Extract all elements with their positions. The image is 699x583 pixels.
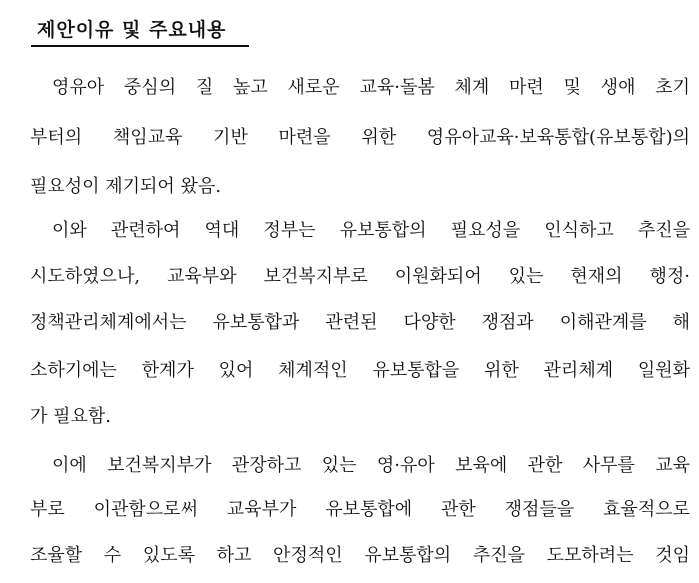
paragraph-3-line-2: 부로 이관함으로써 교육부가 유보통합에 관한 쟁점들을 효율적으로 [30, 499, 690, 520]
paragraph-1-line-1: 영유아 중심의 질 높고 새로운 교육·돌봄 체계 마련 및 생애 초기 [52, 77, 690, 98]
paragraph-2-line-4: 소하기에는 한계가 있어 체계적인 유보통합을 위한 관리체계 일원화 [30, 360, 690, 381]
paragraph-3-line-1: 이에 보건복지부가 관장하고 있는 영·유아 보육에 관한 사무를 교육 [52, 455, 690, 476]
paragraph-1-line-3: 필요성이 제기되어 왔음. [30, 176, 222, 197]
paragraph-3-line-3: 조율할 수 있도록 하고 안정적인 유보통합의 추진을 도모하려는 것임 [30, 545, 690, 566]
section-heading: 제안이유 및 주요내용 [37, 19, 227, 41]
paragraph-1-line-2: 부터의 책임교육 기반 마련을 위한 영유아교육·보육통합(유보통합)의 [30, 127, 690, 148]
paragraph-2-line-5: 가 필요함. [30, 406, 111, 427]
paragraph-2-line-1: 이와 관련하여 역대 정부는 유보통합의 필요성을 인식하고 추진을 [52, 220, 690, 241]
paragraph-2-line-2: 시도하였으나, 교육부와 보건복지부로 이원화되어 있는 현재의 행정· [30, 266, 690, 287]
paragraph-2-line-3: 정책관리체계에서는 유보통합과 관련된 다양한 쟁점과 이해관계를 해 [30, 312, 690, 333]
heading-underline [31, 45, 249, 47]
